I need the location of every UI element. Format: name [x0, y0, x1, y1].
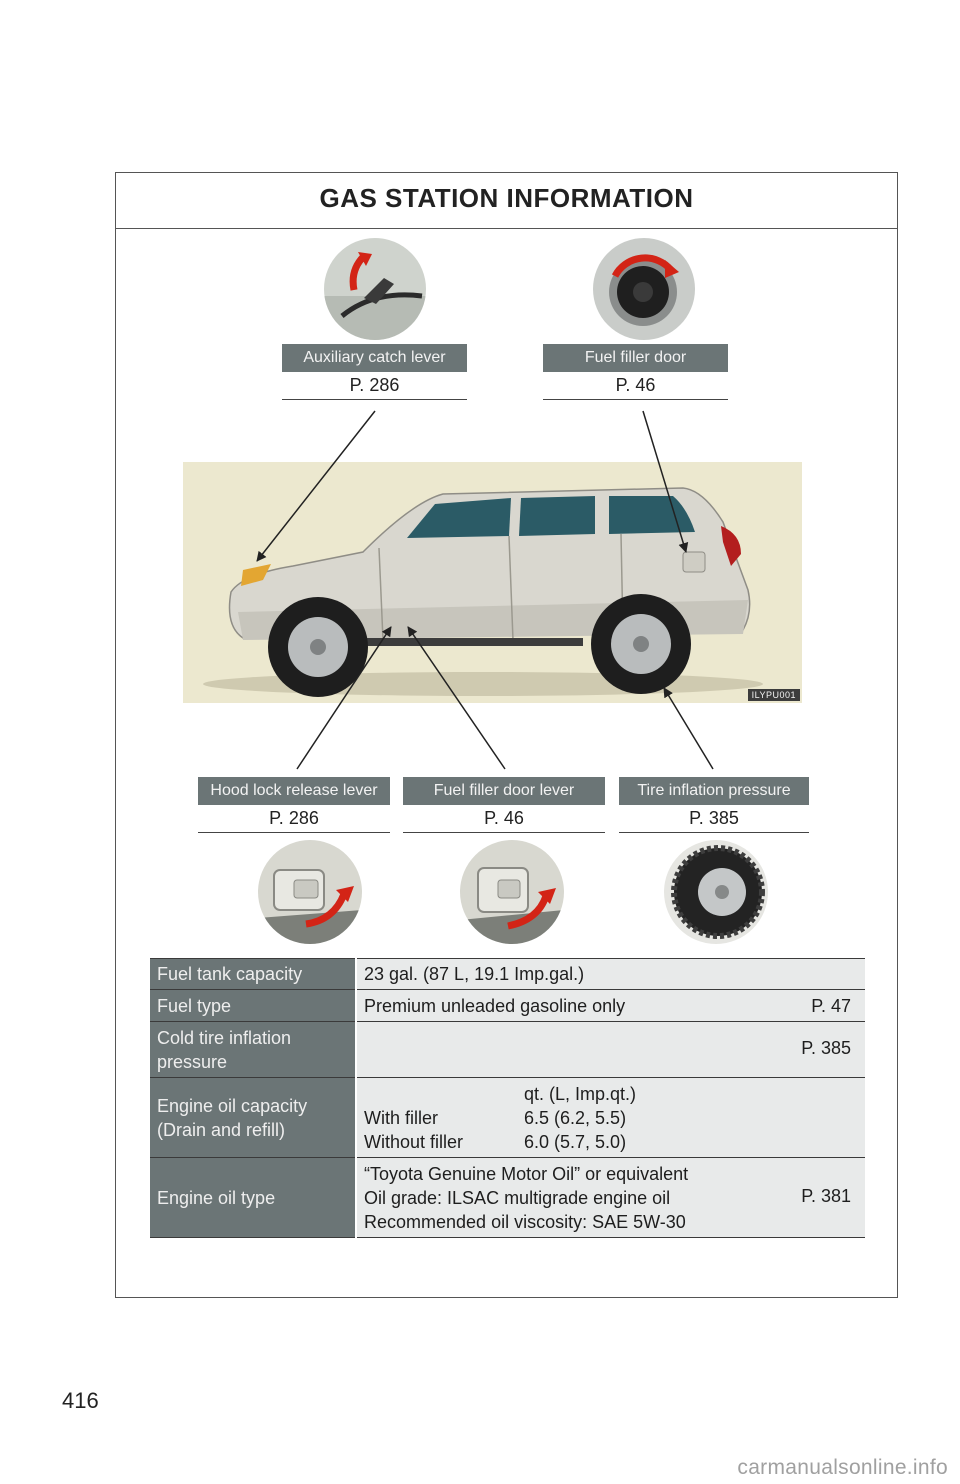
photo-code-badge: ILYPU001	[748, 689, 800, 701]
without-filler-label: Without filler	[364, 1131, 464, 1152]
table-row	[150, 1022, 865, 1078]
vehicle-photo	[183, 462, 802, 703]
callout-label: Hood lock release lever	[198, 777, 390, 805]
table-row	[150, 1158, 865, 1238]
grid-spacer	[364, 1082, 524, 1106]
with-filler-label: With filler	[364, 1107, 439, 1128]
spec-value: Premium unleaded gasoline only	[364, 995, 626, 1016]
page-ref: P. 385	[801, 1038, 851, 1058]
callout-hood-lock-release-lever	[198, 777, 390, 833]
spec-label: Fuel tank capacity	[150, 959, 356, 990]
spec-label: Fuel type	[150, 990, 356, 1022]
callout-page-ref: P. 46	[403, 805, 605, 833]
spec-label-line: pressure	[157, 1051, 228, 1072]
page-number: 416	[62, 1388, 99, 1413]
with-filler-value: 6.5 (6.2, 5.5)	[524, 1107, 627, 1128]
watermark: carmanualsonline.info	[737, 1456, 948, 1479]
auxiliary-catch-lever-image	[324, 238, 426, 340]
oil-type-line: Recommended oil viscosity: SAE 5W-30	[364, 1211, 686, 1232]
callout-page-ref: P. 46	[543, 372, 728, 400]
spec-label-line: Cold tire inflation	[157, 1027, 292, 1048]
tire-image	[664, 840, 768, 944]
spec-value: 23 gal. (87 L, 19.1 Imp.gal.)	[356, 959, 865, 990]
unit-header: qt. (L, Imp.qt.)	[524, 1083, 637, 1104]
callout-page-ref: P. 385	[619, 805, 809, 833]
callout-label: Auxiliary catch lever	[282, 344, 467, 372]
spec-label	[150, 1022, 356, 1078]
without-filler-value: 6.0 (5.7, 5.0)	[524, 1131, 627, 1152]
spec-label-line: (Drain and refill)	[157, 1119, 286, 1140]
callout-page-ref: P. 286	[282, 372, 467, 400]
spec-label-line: Engine oil capacity	[157, 1095, 308, 1116]
callout-tire-inflation-pressure	[619, 777, 809, 833]
page-title: GAS STATION INFORMATION	[116, 173, 897, 229]
oil-type-line: Oil grade: ILSAC multigrade engine oil	[364, 1187, 671, 1208]
callout-label: Fuel filler door lever	[403, 777, 605, 805]
table-row	[150, 990, 865, 1022]
spec-label: Engine oil type	[150, 1158, 356, 1238]
spec-value-cell	[356, 1158, 865, 1238]
table-row	[150, 1078, 865, 1158]
spec-value-cell	[356, 1022, 865, 1078]
callout-fuel-filler-door-lever	[403, 777, 605, 833]
page-ref: P. 381	[801, 1186, 851, 1206]
fuel-filler-door-lever-image	[460, 840, 564, 944]
specs-table	[150, 958, 865, 1238]
callout-label: Fuel filler door	[543, 344, 728, 372]
spec-value-cell	[356, 990, 865, 1022]
oil-type-line: “Toyota Genuine Motor Oil” or equivalent	[364, 1163, 689, 1184]
callout-page-ref: P. 286	[198, 805, 390, 833]
spec-label	[150, 1078, 356, 1158]
spec-value-cell	[356, 1078, 865, 1158]
page-ref: P. 47	[811, 995, 851, 1016]
callout-auxiliary-catch-lever	[282, 344, 467, 400]
oil-capacity-grid	[364, 1082, 853, 1154]
fuel-filler-door-image	[593, 238, 695, 340]
table-row	[150, 959, 865, 990]
hood-lock-release-lever-image	[258, 840, 362, 944]
callout-fuel-filler-door	[543, 344, 728, 400]
callout-label: Tire inflation pressure	[619, 777, 809, 805]
